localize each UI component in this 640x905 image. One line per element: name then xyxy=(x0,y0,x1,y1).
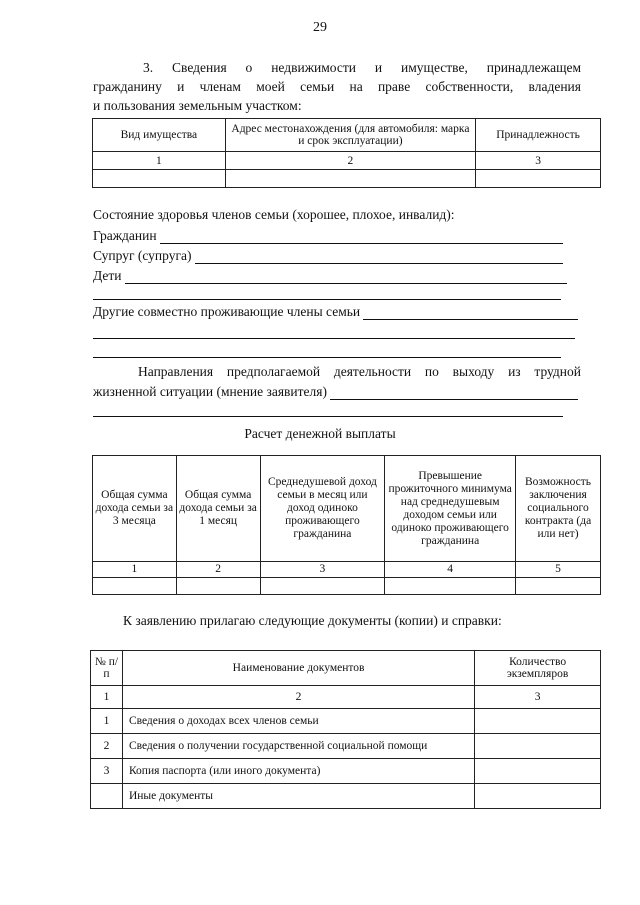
payment-col-number: 3 xyxy=(260,562,385,578)
property-header-type: Вид имущества xyxy=(93,119,226,152)
documents-table xyxy=(90,650,601,809)
spouse-fill-line[interactable] xyxy=(195,249,563,264)
section3-line3: и пользования земельным участком: xyxy=(93,98,302,113)
blank-line[interactable] xyxy=(93,338,575,339)
payment-header-excess: Превышение прожиточного минимума над среднедушевым доходом семьи или одиноко проживающего гражданина xyxy=(385,456,516,562)
children-fill-line[interactable] xyxy=(125,269,568,284)
payment-header-contract: Возможность заключения социального контракта (да или нет) xyxy=(516,456,601,562)
document-row-name: Иные документы xyxy=(122,784,474,809)
payment-col-number: 1 xyxy=(93,562,177,578)
table-row xyxy=(91,759,601,784)
property-table xyxy=(92,118,601,188)
payment-header-average: Среднедушевой доход семьи в месяц или доход одиноко проживающего гражданина xyxy=(260,456,385,562)
payment-empty-cell[interactable] xyxy=(93,578,177,595)
spouse-label: Супруг (супруга) xyxy=(93,248,192,263)
document-row-name: Копия паспорта (или иного документа) xyxy=(122,759,474,784)
payment-empty-cell[interactable] xyxy=(176,578,260,595)
documents-header-num: № п/п xyxy=(91,651,123,686)
document-row-count[interactable] xyxy=(475,734,601,759)
document-row-number: 1 xyxy=(91,709,123,734)
documents-header-name: Наименование документов xyxy=(122,651,474,686)
table-row xyxy=(91,784,601,809)
documents-col-number: 2 xyxy=(122,686,474,709)
payment-header-3months: Общая сумма дохода семьи за 3 месяца xyxy=(93,456,177,562)
payment-col-number: 5 xyxy=(516,562,601,578)
directions-label: жизненной ситуации (мнение заявителя) xyxy=(93,384,327,399)
documents-col-number: 1 xyxy=(91,686,123,709)
citizen-label: Гражданин xyxy=(93,228,157,243)
property-col-number: 1 xyxy=(93,152,226,170)
others-row xyxy=(93,301,578,320)
spouse-row xyxy=(93,245,563,264)
others-fill-line[interactable] xyxy=(363,305,578,320)
document-row-number xyxy=(91,784,123,809)
citizen-fill-line[interactable] xyxy=(160,229,563,244)
property-header-address: Адрес местонахождения (для автомобиля: марка и срок эксплуатации) xyxy=(225,119,475,152)
payment-col-number: 2 xyxy=(176,562,260,578)
directions-row xyxy=(93,381,578,400)
payment-empty-cell[interactable] xyxy=(385,578,516,595)
section3-line1: 3. Сведения о недвижимости и имуществе, принадлежащем xyxy=(143,60,581,75)
document-row-count[interactable] xyxy=(475,709,601,734)
citizen-row xyxy=(93,225,563,244)
children-label: Дети xyxy=(93,268,122,283)
property-empty-cell[interactable] xyxy=(476,170,601,188)
blank-line[interactable] xyxy=(93,416,563,417)
property-col-number: 3 xyxy=(476,152,601,170)
blank-line[interactable] xyxy=(93,299,561,300)
documents-title: К заявлению прилагаю следующие документы (копии) и справки: xyxy=(123,613,502,628)
payment-title: Расчет денежной выплаты xyxy=(244,426,396,441)
document-row-number: 3 xyxy=(91,759,123,784)
document-row-count[interactable] xyxy=(475,784,601,809)
table-row xyxy=(91,734,601,759)
document-row-name: Сведения о получении государственной социальной помощи xyxy=(122,734,474,759)
documents-col-number: 3 xyxy=(475,686,601,709)
property-empty-cell[interactable] xyxy=(225,170,475,188)
directions-fill-line[interactable] xyxy=(330,385,578,400)
property-col-number: 2 xyxy=(225,152,475,170)
payment-header-1month: Общая сумма дохода семьи за 1 месяц xyxy=(176,456,260,562)
document-row-number: 2 xyxy=(91,734,123,759)
payment-col-number: 4 xyxy=(385,562,516,578)
payment-empty-cell[interactable] xyxy=(260,578,385,595)
payment-empty-cell[interactable] xyxy=(516,578,601,595)
table-row xyxy=(91,709,601,734)
property-header-owner: Принадлежность xyxy=(476,119,601,152)
documents-header-count: Количество экземпляров xyxy=(475,651,601,686)
property-empty-cell[interactable] xyxy=(93,170,226,188)
directions-line1: Направления предполагаемой деятельности по выходу из трудной xyxy=(138,364,581,379)
section3-line2: гражданину и членам моей семьи на праве собственности, владения xyxy=(93,79,581,94)
document-row-name: Сведения о доходах всех членов семьи xyxy=(122,709,474,734)
payment-table xyxy=(92,455,601,595)
others-label: Другие совместно проживающие члены семьи xyxy=(93,304,361,319)
page-number: 29 xyxy=(313,20,327,35)
children-row xyxy=(93,265,567,284)
blank-line[interactable] xyxy=(93,357,561,358)
health-title: Состояние здоровья членов семьи (хорошее, плохое, инвалид): xyxy=(93,207,455,222)
document-row-count[interactable] xyxy=(475,759,601,784)
